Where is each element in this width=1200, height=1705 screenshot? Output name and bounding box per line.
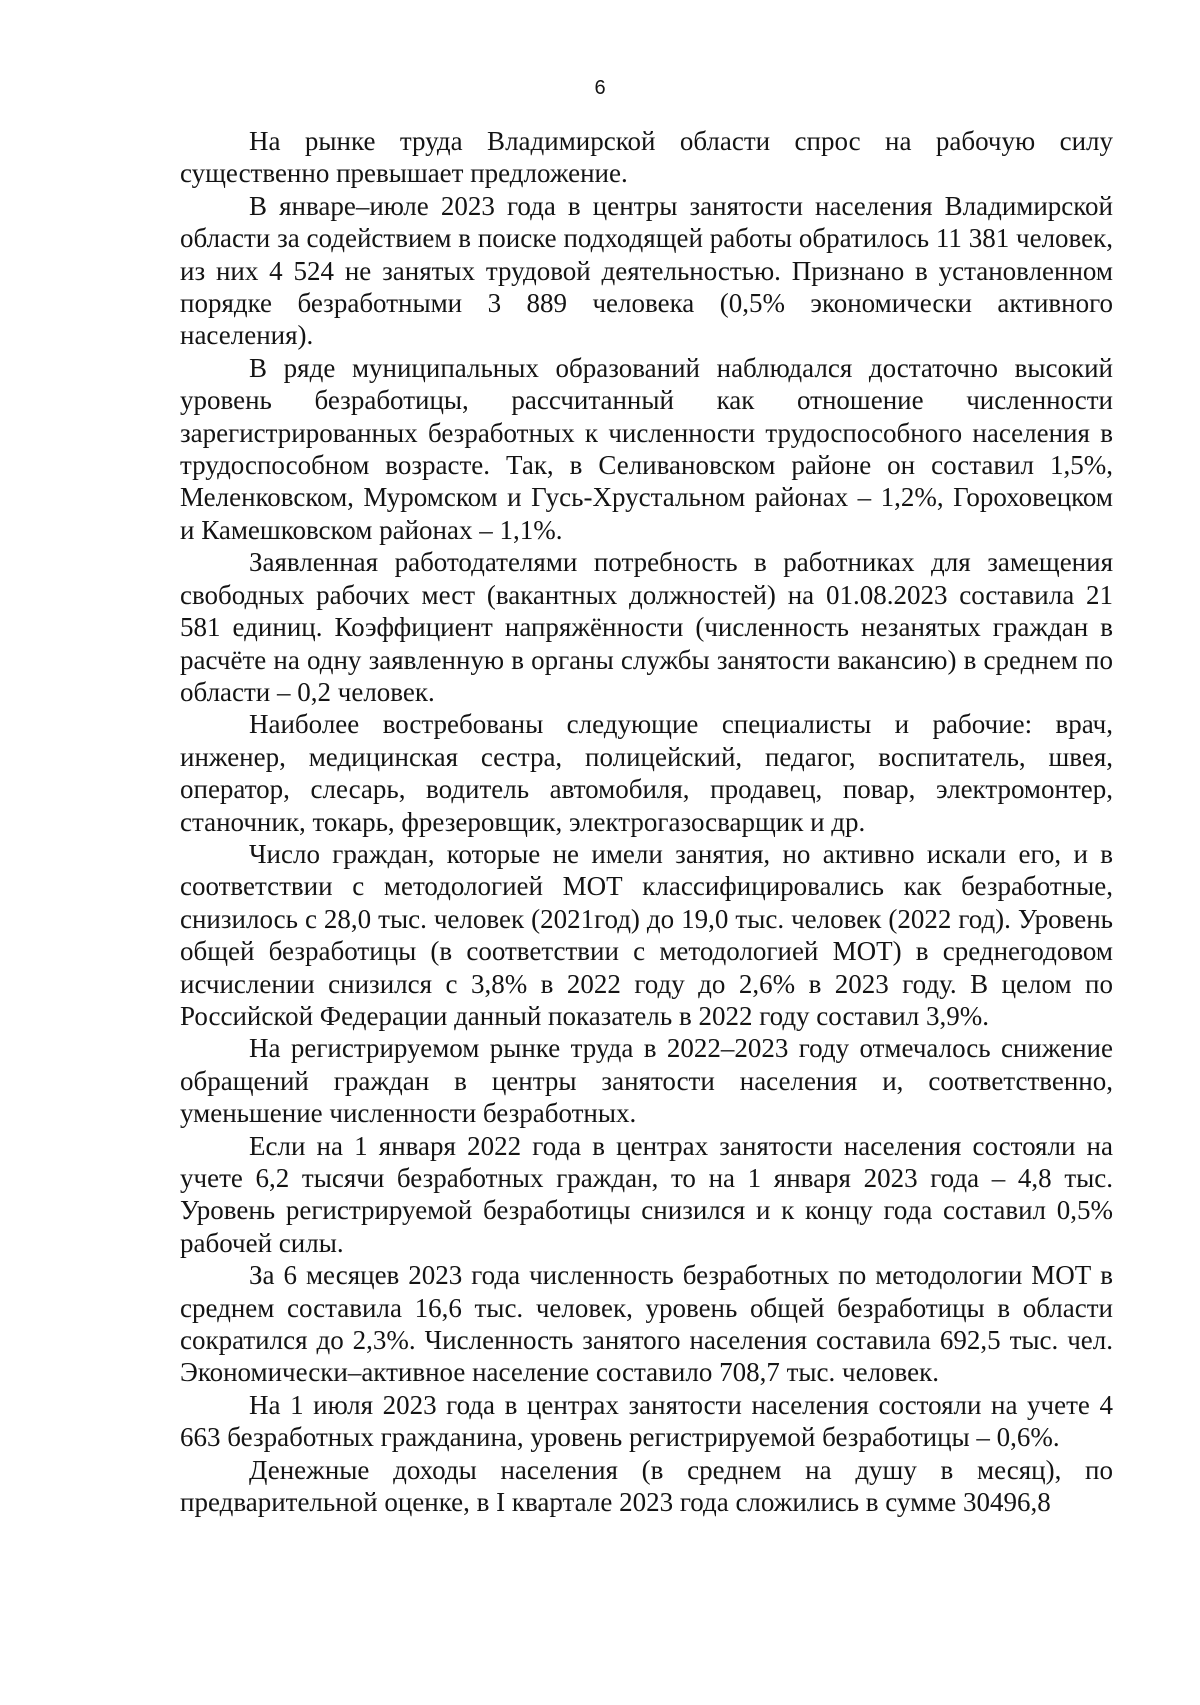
- paragraph: Если на 1 января 2022 года в центрах занятости населения состояли на учете 6,2 тысячи безработных граждан, то на 1 января 2023 года – 4,8 тыс. Уровень регистрируемой безработицы снизился и к концу года составил 0,5% рабочей силы.: [180, 1130, 1113, 1258]
- paragraph: Число граждан, которые не имели занятия, но активно искали его, и в соответствии с методологией МОТ классифицировались как безработные, снизилось с 28,0 тыс. человек (2021год) до 19,0 тыс. человек (2022 год). Уровень общей безработицы (в соответствии с методологией МОТ) в среднегодовом исчислении снизился с 3,8% в 2022 году до 2,6% в 2023 году. В целом по Российской Федерации данный показатель в 2022 году составил 3,9%.: [180, 838, 1113, 1031]
- paragraph: Денежные доходы населения (в среднем на душу в месяц), по предварительной оценке, в I квартале 2023 года сложились в сумме 30496,8: [180, 1454, 1113, 1518]
- paragraph: В январе–июле 2023 года в центры занятости населения Владимирской области за содействием в поиске подходящей работы обратилось 11 381 человек, из них 4 524 не занятых трудовой деятельностью. Признано в установленном порядке безработными 3 889 человека (0,5% экономически активного населения).: [180, 190, 1113, 351]
- body-text: [180, 125, 1113, 1518]
- paragraph: На регистрируемом рынке труда в 2022–2023 году отмечалось снижение обращений граждан в центры занятости населения и, соответственно, уменьшение численности безработных.: [180, 1033, 1113, 1129]
- paragraph: На 1 июля 2023 года в центрах занятости населения состояли на учете 4 663 безработных гражданина, уровень регистрируемой безработицы – 0,6%.: [180, 1389, 1113, 1453]
- paragraph: В ряде муниципальных образований наблюдался достаточно высокий уровень безработицы, рассчитанный как отношение численности зарегистрированных безработных к численности трудоспособного населения в трудоспособном возрасте. Так, в Селивановском районе он составил 1,5%, Меленковском, Муромском и Гусь-Хрустальном районах – 1,2%, Гороховецком и Камешковском районах – 1,1%.: [180, 352, 1113, 545]
- paragraph: На рынке труда Владимирской области спрос на рабочую силу существенно превышает предложение.: [180, 126, 1113, 189]
- paragraph: Заявленная работодателями потребность в работниках для замещения свободных рабочих мест (вакантных должностей) на 01.08.2023 составила 21 581 единиц. Коэффициент напряжённости (численность незанятых граждан в расчёте на одну заявленную в органы службы занятости вакансию) в среднем по области – 0,2 человек.: [180, 547, 1113, 707]
- page-number: 6: [594, 77, 606, 99]
- paragraph: Наиболее востребованы следующие специалисты и рабочие: врач, инженер, медицинская сестра, полицейский, педагог, воспитатель, швея, оператор, слесарь, водитель автомобиля, продавец, повар, электромонтер, станочник, токарь, фрезеровщик, электрогазосварщик и др.: [180, 709, 1113, 837]
- paragraph: За 6 месяцев 2023 года численность безработных по методологии МОТ в среднем составила 16,6 тыс. человек, уровень общей безработицы в области сократился до 2,3%. Численность занятого населения составила 692,5 тыс. чел. Экономически–активное население составило 708,7 тыс. человек.: [180, 1260, 1113, 1388]
